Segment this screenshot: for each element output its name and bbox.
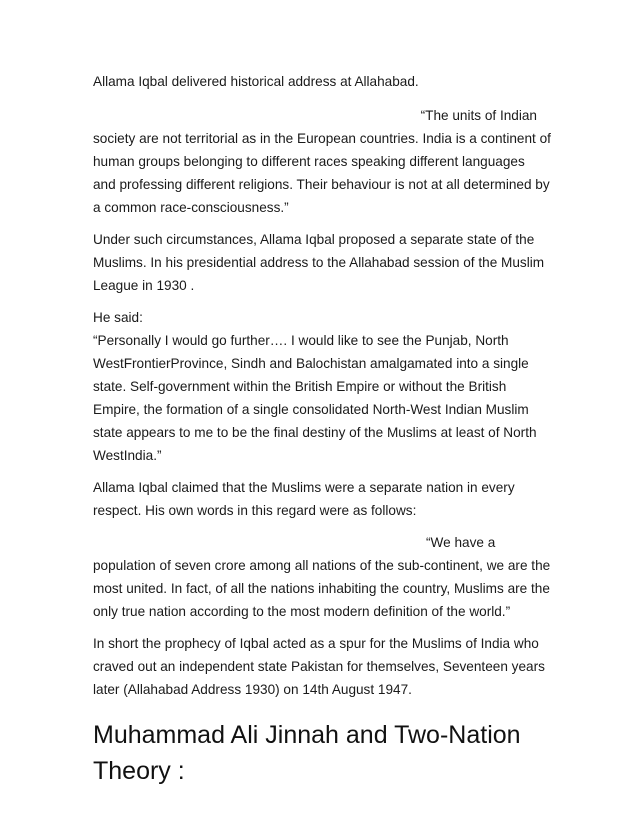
quote-3-start: “We have a (426, 535, 496, 550)
quote-1-start: “The units of Indian (420, 108, 537, 123)
quote-2-body: “Personally I would go further…. I would like to see the Punjab, North WestFrontierProvince, Sindh and Balochistan amalgamated into a single state. Self-government within the British Empire or without the British Empire, the formation of a single consolidated North-West Indian Muslim state appears to me to be the final destiny of the Muslims at least of North WestIndia.” (93, 333, 537, 463)
he-said-label: He said: (93, 310, 143, 325)
quote-paragraph-3 (93, 531, 551, 623)
he-said-paragraph (93, 306, 551, 467)
prophecy-paragraph: In short the prophecy of Iqbal acted as a spur for the Muslims of India who craved out an independent state Pakistan for themselves, Seventeen years later (Allahabad Address 1930) on 14th August 1947. (93, 636, 545, 697)
quote-1-body: society are not territorial as in the European countries. India is a continent of human groups belonging to different races speaking different languages and professing different religions. Their behaviour is not at all determined by a common race-consciousness.” (93, 131, 551, 215)
circumstances-paragraph: Under such circumstances, Allama Iqbal proposed a separate state of the Muslims. In his presidential address to the Allahabad session of the Muslim League in 1930 . (93, 232, 545, 293)
quote-paragraph-1 (93, 104, 551, 219)
intro-paragraph: Allama Iqbal delivered historical address at Allahabad. (93, 74, 419, 89)
quote-3-body: population of seven crore among all nations of the sub-continent, we are the most united. In fact, of all the nations inhabiting the country, Muslims are the only true nation according to the most modern definition of the world.” (93, 558, 551, 619)
section-heading: Muhammad Ali Jinnah and Two-Nation Theory : (93, 721, 521, 785)
separate-nation-paragraph: Allama Iqbal claimed that the Muslims were a separate nation in every respect. His own words in this regard were as follows: (93, 480, 515, 518)
document-page (93, 70, 551, 789)
